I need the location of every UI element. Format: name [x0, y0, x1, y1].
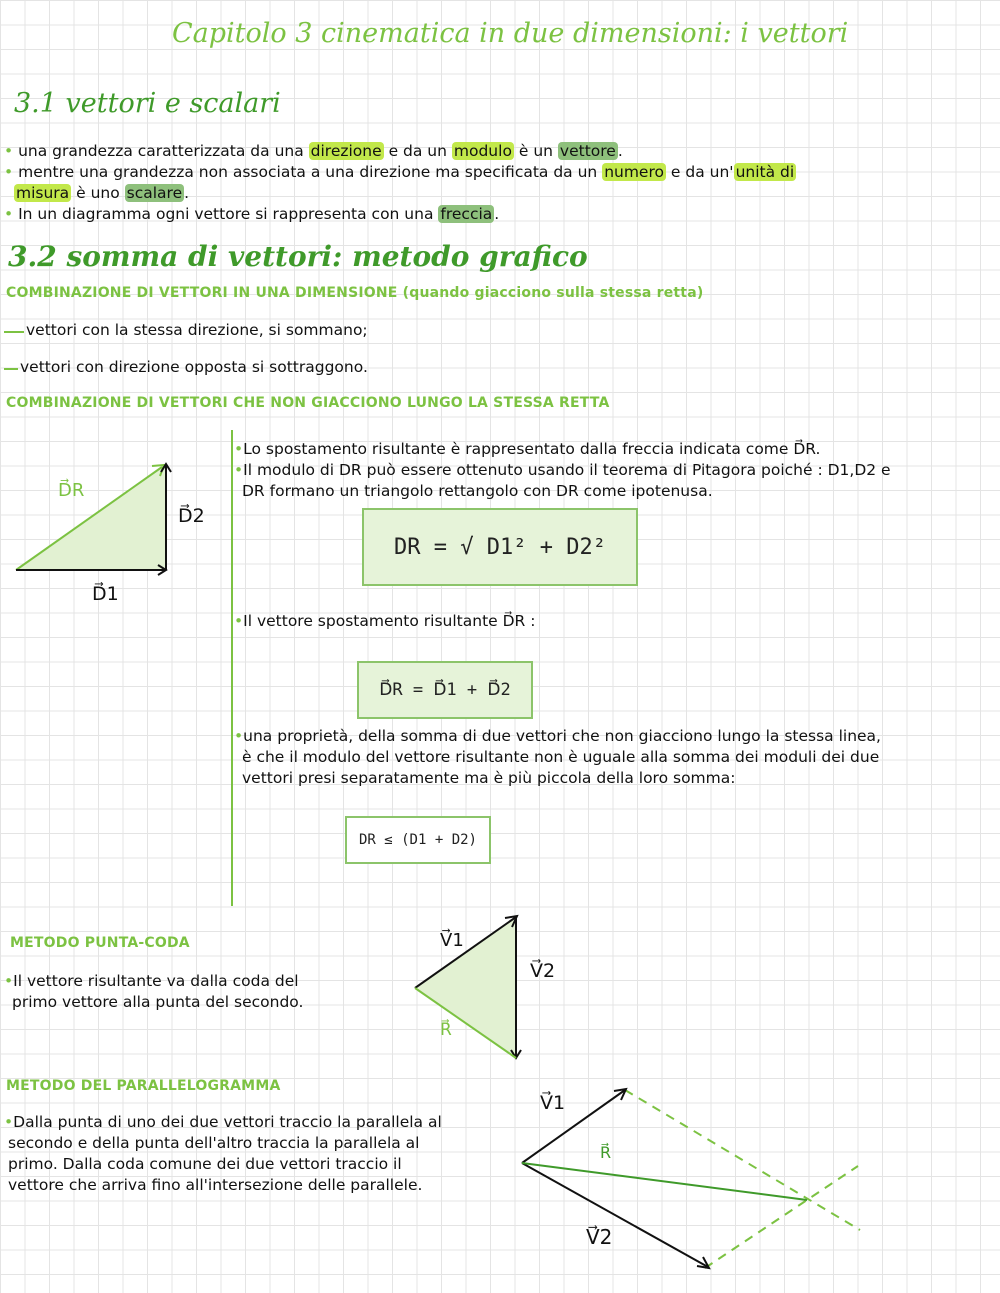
label-d1: D⃗1 — [92, 583, 119, 605]
label-d2: D⃗2 — [178, 505, 205, 527]
text: è un — [513, 142, 558, 160]
subheading-non-stessa-retta: COMBINAZIONE DI VETTORI CHE NON GIACCIONO LUNGO LA STESSA RETTA — [6, 395, 610, 411]
highlight-vettore: vettore — [559, 142, 616, 160]
formula-pitagora-box — [362, 508, 638, 586]
bullet-dot: • — [234, 612, 244, 630]
vector-r-line — [522, 1163, 807, 1200]
label-v1: V⃗1 — [440, 930, 464, 951]
text: Lo spostamento risultante è rappresentato dalla freccia indicata come D⃗R. — [243, 440, 821, 458]
text: è uno — [71, 184, 125, 202]
bullet-scalare — [4, 162, 796, 183]
text: una grandezza caratterizzata da una — [18, 142, 309, 160]
text: . — [494, 205, 500, 223]
subheading-una-dimensione: COMBINAZIONE DI VETTORI IN UNA DIMENSIONE (quando giacciono sulla stessa retta) — [6, 285, 704, 301]
text-direzione-opposta: vettori con direzione opposta si sottraggono. — [20, 358, 368, 376]
formula-somma: D⃗R = D⃗1 + D⃗2 — [379, 680, 511, 700]
text-parallelogramma-3: primo. Dalla coda comune dei due vettori traccio il — [8, 1155, 402, 1173]
text: Il vettore spostamento risultante D⃗R : — [243, 612, 536, 630]
highlight-direzione: direzione — [310, 142, 382, 160]
text-stessa-direzione: vettori con la stessa direzione, si sommano; — [26, 321, 368, 339]
text: mentre una grandezza non associata a una direzione ma specificata da un — [18, 163, 603, 181]
highlight-scalare: scalare — [126, 184, 183, 202]
text: Dalla punta di uno dei due vettori traccio la parallela al — [13, 1113, 442, 1131]
triangle-fill — [415, 917, 516, 1058]
bullet-dot: • — [234, 727, 244, 745]
bullet-freccia — [4, 204, 499, 225]
text: una proprietà, della somma di due vettori che non giacciono lungo la stessa linea, — [243, 727, 881, 745]
vertical-divider — [231, 430, 233, 906]
parallel-line-2 — [705, 1166, 858, 1268]
text-parallelogramma-4: vettore che arriva fino all'intersezione delle parallele. — [8, 1176, 423, 1194]
section-heading-3-2: 3.2 somma di vettori: metodo grafico — [8, 240, 588, 273]
text-modulo-pitagora — [234, 460, 891, 481]
highlight-numero: numero — [604, 163, 664, 181]
dash-line-2 — [4, 368, 18, 370]
label-r: R⃗ — [440, 1020, 452, 1040]
text-proprieta-cont-1: è che il modulo del vettore risultante non è uguale alla somma dei moduli dei due — [242, 748, 880, 766]
label-par-v1: V⃗1 — [540, 1092, 566, 1114]
bullet-dot: • — [234, 461, 244, 479]
label-par-r: R⃗ — [600, 1143, 612, 1162]
label-v2: V⃗2 — [530, 960, 556, 982]
parallel-line-1 — [625, 1090, 860, 1230]
section-heading-3-1: 3.1 vettori e scalari — [14, 88, 281, 119]
subheading-punta-coda: METODO PUNTA-CODA — [10, 935, 190, 951]
text-punta-coda-1 — [4, 971, 299, 992]
text: Il vettore risultante va dalla coda del — [13, 972, 299, 990]
text-parallelogramma-1 — [4, 1112, 442, 1133]
highlight-modulo: modulo — [453, 142, 512, 160]
bullet-dot: • — [4, 972, 14, 990]
bullet-dot: • — [4, 205, 14, 223]
subheading-parallelogramma: METODO DEL PARALLELOGRAMMA — [6, 1078, 281, 1094]
formula-somma-box — [357, 661, 533, 719]
label-dr: D⃗R — [58, 480, 85, 501]
bullet-vettore — [4, 141, 623, 162]
bullet-dot: • — [234, 440, 244, 458]
text: e da un — [383, 142, 452, 160]
text-vettore-spostamento — [234, 611, 535, 632]
formula-pitagora: DR = √ D1² + D2² — [394, 534, 606, 560]
highlight-misura: misura — [16, 184, 70, 202]
bullet-dot: • — [4, 163, 14, 181]
text: Il modulo di DR può essere ottenuto usando il teorema di Pitagora poiché : D1,D2 e — [243, 461, 891, 479]
bullet-dot: • — [4, 1113, 14, 1131]
highlight-freccia: freccia — [440, 205, 493, 223]
text: e da un' — [666, 163, 734, 181]
page-title: Capitolo 3 cinematica in due dimensioni: i vettori — [172, 18, 849, 49]
text-parallelogramma-2: secondo e della punta dell'altro traccia la parallela al — [8, 1134, 420, 1152]
label-par-v2: V⃗2 — [586, 1225, 613, 1249]
text-spostamento-risultante — [234, 439, 820, 460]
formula-disuguaglianza-box — [345, 816, 491, 864]
bullet-scalare-cont — [14, 183, 189, 204]
formula-disuguaglianza: DR ≤ (D1 + D2) — [358, 832, 477, 848]
text-proprieta-cont-2: vettori presi separatamente ma è più piccola della loro somma: — [242, 769, 736, 787]
text: In un diagramma ogni vettore si rappresenta con una — [18, 205, 439, 223]
dash-line-1 — [4, 331, 24, 333]
text-proprieta — [234, 726, 881, 747]
text: . — [184, 184, 190, 202]
text-punta-coda-2: primo vettore alla punta del secondo. — [12, 993, 304, 1011]
text-modulo-pitagora-cont: DR formano un triangolo rettangolo con DR come ipotenusa. — [242, 482, 713, 500]
text: . — [617, 142, 623, 160]
vector-v2-line — [522, 1163, 708, 1267]
punta-coda-figure — [400, 905, 540, 1065]
bullet-dot: • — [4, 142, 14, 160]
highlight-unita: unità di — [735, 163, 795, 181]
